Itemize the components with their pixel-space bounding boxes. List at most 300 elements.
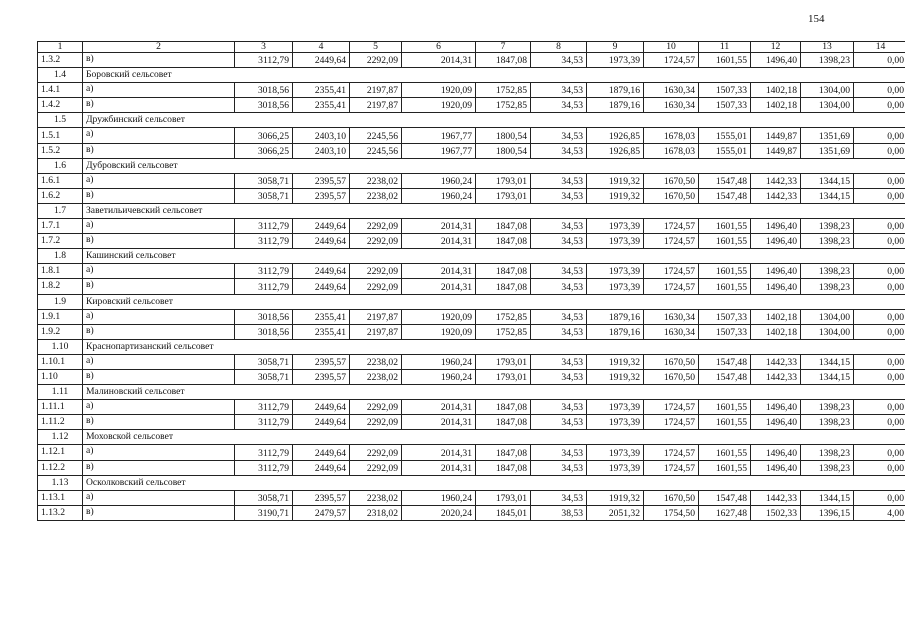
value-cell: 34,53	[531, 234, 587, 249]
value-cell: 1496,40	[751, 234, 801, 249]
value-cell: 3190,71	[235, 505, 293, 520]
value-cell: 1507,33	[699, 309, 751, 324]
value-cell: 1304,00	[801, 309, 854, 324]
value-cell: 1601,55	[699, 279, 751, 294]
row-subitem: а)	[83, 264, 235, 279]
section-title: Моховской сельсовет	[83, 430, 905, 445]
value-cell: 3018,56	[235, 324, 293, 339]
section-row	[38, 113, 905, 128]
value-cell: 2449,64	[293, 219, 350, 234]
value-cell: 1847,08	[476, 279, 531, 294]
table-row	[38, 173, 905, 188]
value-cell: 1724,57	[644, 445, 699, 460]
value-cell: 1845,01	[476, 505, 531, 520]
value-cell: 1398,23	[801, 53, 854, 68]
table-row	[38, 460, 905, 475]
row-subitem: а)	[83, 219, 235, 234]
value-cell: 1960,24	[402, 354, 476, 369]
table-row	[38, 369, 905, 384]
row-subitem: в)	[83, 460, 235, 475]
row-code: 1.6.1	[38, 173, 83, 188]
value-cell: 2355,41	[293, 324, 350, 339]
column-header: 9	[587, 42, 644, 53]
row-subitem: в)	[83, 98, 235, 113]
value-cell: 2292,09	[350, 460, 402, 475]
value-cell: 1630,34	[644, 83, 699, 98]
value-cell: 1752,85	[476, 324, 531, 339]
value-cell: 2355,41	[293, 309, 350, 324]
value-cell: 0,00	[854, 279, 905, 294]
row-code: 1.5.1	[38, 128, 83, 143]
value-cell: 1402,18	[751, 324, 801, 339]
value-cell: 0,00	[854, 83, 905, 98]
value-cell: 0,00	[854, 490, 905, 505]
section-row	[38, 339, 905, 354]
value-cell: 1967,77	[402, 143, 476, 158]
value-cell: 1670,50	[644, 173, 699, 188]
value-cell: 1449,87	[751, 128, 801, 143]
section-code: 1.8	[38, 249, 83, 264]
section-code: 1.7	[38, 203, 83, 218]
row-subitem: а)	[83, 128, 235, 143]
value-cell: 3058,71	[235, 369, 293, 384]
value-cell: 1752,85	[476, 309, 531, 324]
value-cell: 1547,48	[699, 173, 751, 188]
value-cell: 1847,08	[476, 264, 531, 279]
value-cell: 1973,39	[587, 460, 644, 475]
section-title: Заветильичевский сельсовет	[83, 203, 905, 218]
value-cell: 2014,31	[402, 400, 476, 415]
section-code: 1.5	[38, 113, 83, 128]
value-cell: 0,00	[854, 219, 905, 234]
table-row	[38, 324, 905, 339]
row-subitem: а)	[83, 83, 235, 98]
value-cell: 1601,55	[699, 219, 751, 234]
value-cell: 1724,57	[644, 264, 699, 279]
value-cell: 1351,69	[801, 143, 854, 158]
value-cell: 3066,25	[235, 128, 293, 143]
value-cell: 2014,31	[402, 460, 476, 475]
value-cell: 1919,32	[587, 369, 644, 384]
column-header: 1	[38, 42, 83, 53]
row-subitem: а)	[83, 173, 235, 188]
value-cell: 2395,57	[293, 369, 350, 384]
value-cell: 34,53	[531, 445, 587, 460]
row-subitem: в)	[83, 369, 235, 384]
column-header: 10	[644, 42, 699, 53]
row-subitem: в)	[83, 188, 235, 203]
value-cell: 1752,85	[476, 98, 531, 113]
value-cell: 1344,15	[801, 354, 854, 369]
value-cell: 0,00	[854, 98, 905, 113]
tariff-table	[37, 41, 905, 521]
value-cell: 1398,23	[801, 219, 854, 234]
value-cell: 1344,15	[801, 490, 854, 505]
value-cell: 0,00	[854, 324, 905, 339]
value-cell: 0,00	[854, 445, 905, 460]
value-cell: 3066,25	[235, 143, 293, 158]
row-code: 1.6.2	[38, 188, 83, 203]
value-cell: 1960,24	[402, 188, 476, 203]
section-row	[38, 158, 905, 173]
page-number: 154	[808, 13, 825, 25]
value-cell: 1847,08	[476, 415, 531, 430]
value-cell: 2449,64	[293, 460, 350, 475]
section-code: 1.11	[38, 385, 83, 400]
value-cell: 2238,02	[350, 173, 402, 188]
value-cell: 3112,79	[235, 53, 293, 68]
value-cell: 3112,79	[235, 234, 293, 249]
row-subitem: в)	[83, 324, 235, 339]
value-cell: 2449,64	[293, 445, 350, 460]
value-cell: 3018,56	[235, 83, 293, 98]
column-header: 7	[476, 42, 531, 53]
value-cell: 2355,41	[293, 83, 350, 98]
value-cell: 1398,23	[801, 415, 854, 430]
row-code: 1.10	[38, 369, 83, 384]
value-cell: 1960,24	[402, 369, 476, 384]
value-cell: 1847,08	[476, 53, 531, 68]
value-cell: 3058,71	[235, 188, 293, 203]
row-code: 1.7.1	[38, 219, 83, 234]
value-cell: 1800,54	[476, 128, 531, 143]
table-row	[38, 83, 905, 98]
value-cell: 1398,23	[801, 445, 854, 460]
value-cell: 1919,32	[587, 173, 644, 188]
value-cell: 1724,57	[644, 415, 699, 430]
column-header: 12	[751, 42, 801, 53]
value-cell: 2014,31	[402, 219, 476, 234]
value-cell: 1304,00	[801, 83, 854, 98]
value-cell: 2014,31	[402, 53, 476, 68]
value-cell: 1344,15	[801, 173, 854, 188]
section-code: 1.6	[38, 158, 83, 173]
row-subitem: в)	[83, 415, 235, 430]
column-header: 14	[854, 42, 905, 53]
value-cell: 1601,55	[699, 53, 751, 68]
value-cell: 2395,57	[293, 173, 350, 188]
value-cell: 2292,09	[350, 415, 402, 430]
value-cell: 1847,08	[476, 445, 531, 460]
section-row	[38, 385, 905, 400]
value-cell: 1396,15	[801, 505, 854, 520]
section-title: Дружбинский сельсовет	[83, 113, 905, 128]
row-code: 1.8.2	[38, 279, 83, 294]
table-row	[38, 505, 905, 520]
section-row	[38, 249, 905, 264]
value-cell: 1496,40	[751, 264, 801, 279]
value-cell: 1304,00	[801, 98, 854, 113]
value-cell: 34,53	[531, 354, 587, 369]
row-subitem: в)	[83, 505, 235, 520]
value-cell: 1973,39	[587, 264, 644, 279]
table-row	[38, 264, 905, 279]
value-cell: 2449,64	[293, 264, 350, 279]
value-cell: 0,00	[854, 415, 905, 430]
value-cell: 0,00	[854, 309, 905, 324]
value-cell: 1724,57	[644, 400, 699, 415]
value-cell: 1960,24	[402, 173, 476, 188]
value-cell: 1973,39	[587, 234, 644, 249]
value-cell: 2292,09	[350, 445, 402, 460]
value-cell: 2014,31	[402, 279, 476, 294]
value-cell: 1678,03	[644, 143, 699, 158]
value-cell: 2292,09	[350, 264, 402, 279]
value-cell: 1402,18	[751, 98, 801, 113]
value-cell: 34,53	[531, 369, 587, 384]
value-cell: 1847,08	[476, 460, 531, 475]
value-cell: 0,00	[854, 460, 905, 475]
value-cell: 0,00	[854, 173, 905, 188]
table-row	[38, 279, 905, 294]
value-cell: 3058,71	[235, 354, 293, 369]
value-cell: 2355,41	[293, 98, 350, 113]
value-cell: 1555,01	[699, 128, 751, 143]
value-cell: 1502,33	[751, 505, 801, 520]
value-cell: 2395,57	[293, 354, 350, 369]
value-cell: 1793,01	[476, 188, 531, 203]
column-header: 3	[235, 42, 293, 53]
value-cell: 0,00	[854, 369, 905, 384]
value-cell: 1601,55	[699, 400, 751, 415]
value-cell: 1601,55	[699, 460, 751, 475]
section-row	[38, 475, 905, 490]
value-cell: 1926,85	[587, 128, 644, 143]
row-code: 1.11.2	[38, 415, 83, 430]
value-cell: 1920,09	[402, 98, 476, 113]
value-cell: 2449,64	[293, 53, 350, 68]
value-cell: 0,00	[854, 400, 905, 415]
row-subitem: в)	[83, 234, 235, 249]
section-title: Кашинский сельсовет	[83, 249, 905, 264]
value-cell: 1752,85	[476, 83, 531, 98]
value-cell: 2292,09	[350, 219, 402, 234]
value-cell: 1398,23	[801, 234, 854, 249]
value-cell: 2403,10	[293, 143, 350, 158]
row-subitem: а)	[83, 490, 235, 505]
value-cell: 1754,50	[644, 505, 699, 520]
value-cell: 1919,32	[587, 188, 644, 203]
value-cell: 2449,64	[293, 415, 350, 430]
column-header: 2	[83, 42, 235, 53]
column-header: 8	[531, 42, 587, 53]
value-cell: 0,00	[854, 354, 905, 369]
value-cell: 34,53	[531, 490, 587, 505]
value-cell: 1670,50	[644, 369, 699, 384]
value-cell: 1547,48	[699, 354, 751, 369]
table-body	[38, 42, 905, 521]
value-cell: 1879,16	[587, 98, 644, 113]
value-cell: 1793,01	[476, 173, 531, 188]
value-cell: 34,53	[531, 219, 587, 234]
table-row	[38, 234, 905, 249]
value-cell: 1920,09	[402, 309, 476, 324]
value-cell: 1547,48	[699, 490, 751, 505]
value-cell: 2238,02	[350, 188, 402, 203]
table-row	[38, 415, 905, 430]
value-cell: 1496,40	[751, 219, 801, 234]
value-cell: 1496,40	[751, 415, 801, 430]
value-cell: 1442,33	[751, 490, 801, 505]
value-cell: 1847,08	[476, 400, 531, 415]
value-cell: 1442,33	[751, 173, 801, 188]
value-cell: 1402,18	[751, 309, 801, 324]
value-cell: 34,53	[531, 279, 587, 294]
table-row	[38, 400, 905, 415]
section-row	[38, 430, 905, 445]
row-subitem: а)	[83, 445, 235, 460]
value-cell: 1601,55	[699, 445, 751, 460]
value-cell: 3112,79	[235, 415, 293, 430]
value-cell: 2051,32	[587, 505, 644, 520]
value-cell: 1724,57	[644, 234, 699, 249]
value-cell: 2292,09	[350, 234, 402, 249]
row-code: 1.7.2	[38, 234, 83, 249]
value-cell: 1507,33	[699, 98, 751, 113]
value-cell: 1442,33	[751, 188, 801, 203]
section-row	[38, 68, 905, 83]
value-cell: 3112,79	[235, 279, 293, 294]
row-code: 1.12.2	[38, 460, 83, 475]
row-subitem: в)	[83, 53, 235, 68]
row-code: 1.4.2	[38, 98, 83, 113]
table-row	[38, 128, 905, 143]
value-cell: 1630,34	[644, 324, 699, 339]
value-cell: 2014,31	[402, 264, 476, 279]
value-cell: 1344,15	[801, 188, 854, 203]
value-cell: 1670,50	[644, 490, 699, 505]
value-cell: 2395,57	[293, 188, 350, 203]
row-code: 1.13.1	[38, 490, 83, 505]
value-cell: 2197,87	[350, 324, 402, 339]
row-subitem: в)	[83, 279, 235, 294]
value-cell: 2014,31	[402, 415, 476, 430]
value-cell: 2238,02	[350, 369, 402, 384]
value-cell: 1507,33	[699, 324, 751, 339]
value-cell: 1547,48	[699, 369, 751, 384]
value-cell: 1344,15	[801, 369, 854, 384]
value-cell: 2238,02	[350, 354, 402, 369]
table-row	[38, 354, 905, 369]
value-cell: 34,53	[531, 83, 587, 98]
section-title: Боровский сельсовет	[83, 68, 905, 83]
value-cell: 1926,85	[587, 143, 644, 158]
value-cell: 1973,39	[587, 400, 644, 415]
value-cell: 2197,87	[350, 83, 402, 98]
value-cell: 34,53	[531, 98, 587, 113]
value-cell: 1920,09	[402, 83, 476, 98]
value-cell: 1496,40	[751, 460, 801, 475]
value-cell: 1496,40	[751, 445, 801, 460]
row-code: 1.13.2	[38, 505, 83, 520]
value-cell: 1800,54	[476, 143, 531, 158]
section-code: 1.4	[38, 68, 83, 83]
value-cell: 34,53	[531, 143, 587, 158]
value-cell: 0,00	[854, 53, 905, 68]
section-title: Осколковский сельсовет	[83, 475, 905, 490]
row-code: 1.5.2	[38, 143, 83, 158]
column-header: 6	[402, 42, 476, 53]
value-cell: 1847,08	[476, 219, 531, 234]
value-cell: 3112,79	[235, 400, 293, 415]
value-cell: 1967,77	[402, 128, 476, 143]
table-row	[38, 445, 905, 460]
table-row	[38, 188, 905, 203]
value-cell: 1398,23	[801, 279, 854, 294]
column-header: 13	[801, 42, 854, 53]
value-cell: 1547,48	[699, 188, 751, 203]
value-cell: 1678,03	[644, 128, 699, 143]
section-title: Кировский сельсовет	[83, 294, 905, 309]
value-cell: 1973,39	[587, 53, 644, 68]
table-row	[38, 143, 905, 158]
row-subitem: в)	[83, 143, 235, 158]
section-code: 1.12	[38, 430, 83, 445]
value-cell: 2014,31	[402, 234, 476, 249]
value-cell: 34,53	[531, 460, 587, 475]
value-cell: 3112,79	[235, 445, 293, 460]
value-cell: 1555,01	[699, 143, 751, 158]
value-cell: 1973,39	[587, 445, 644, 460]
value-cell: 1973,39	[587, 219, 644, 234]
value-cell: 1973,39	[587, 415, 644, 430]
row-code: 1.8.1	[38, 264, 83, 279]
value-cell: 3112,79	[235, 264, 293, 279]
value-cell: 2318,02	[350, 505, 402, 520]
value-cell: 2014,31	[402, 445, 476, 460]
section-code: 1.13	[38, 475, 83, 490]
value-cell: 3112,79	[235, 219, 293, 234]
table-row	[38, 309, 905, 324]
row-code: 1.4.1	[38, 83, 83, 98]
value-cell: 2292,09	[350, 279, 402, 294]
value-cell: 1879,16	[587, 309, 644, 324]
value-cell: 3058,71	[235, 490, 293, 505]
header-row	[38, 42, 905, 53]
row-code: 1.9.2	[38, 324, 83, 339]
value-cell: 2479,57	[293, 505, 350, 520]
row-code: 1.12.1	[38, 445, 83, 460]
value-cell: 2245,56	[350, 128, 402, 143]
section-title: Краснопартизанский сельсовет	[83, 339, 905, 354]
section-title: Дубровский сельсовет	[83, 158, 905, 173]
section-code: 1.9	[38, 294, 83, 309]
value-cell: 2238,02	[350, 490, 402, 505]
value-cell: 34,53	[531, 264, 587, 279]
value-cell: 0,00	[854, 234, 905, 249]
value-cell: 1960,24	[402, 490, 476, 505]
value-cell: 1351,69	[801, 128, 854, 143]
value-cell: 1507,33	[699, 83, 751, 98]
value-cell: 1879,16	[587, 324, 644, 339]
value-cell: 34,53	[531, 128, 587, 143]
value-cell: 1304,00	[801, 324, 854, 339]
value-cell: 1973,39	[587, 279, 644, 294]
value-cell: 1724,57	[644, 53, 699, 68]
value-cell: 1670,50	[644, 188, 699, 203]
value-cell: 1601,55	[699, 234, 751, 249]
value-cell: 3018,56	[235, 309, 293, 324]
value-cell: 1879,16	[587, 83, 644, 98]
value-cell: 4,00	[854, 505, 905, 520]
value-cell: 1402,18	[751, 83, 801, 98]
value-cell: 1398,23	[801, 400, 854, 415]
value-cell: 1601,55	[699, 415, 751, 430]
value-cell: 1724,57	[644, 460, 699, 475]
value-cell: 1670,50	[644, 354, 699, 369]
table-row	[38, 53, 905, 68]
row-subitem: а)	[83, 309, 235, 324]
